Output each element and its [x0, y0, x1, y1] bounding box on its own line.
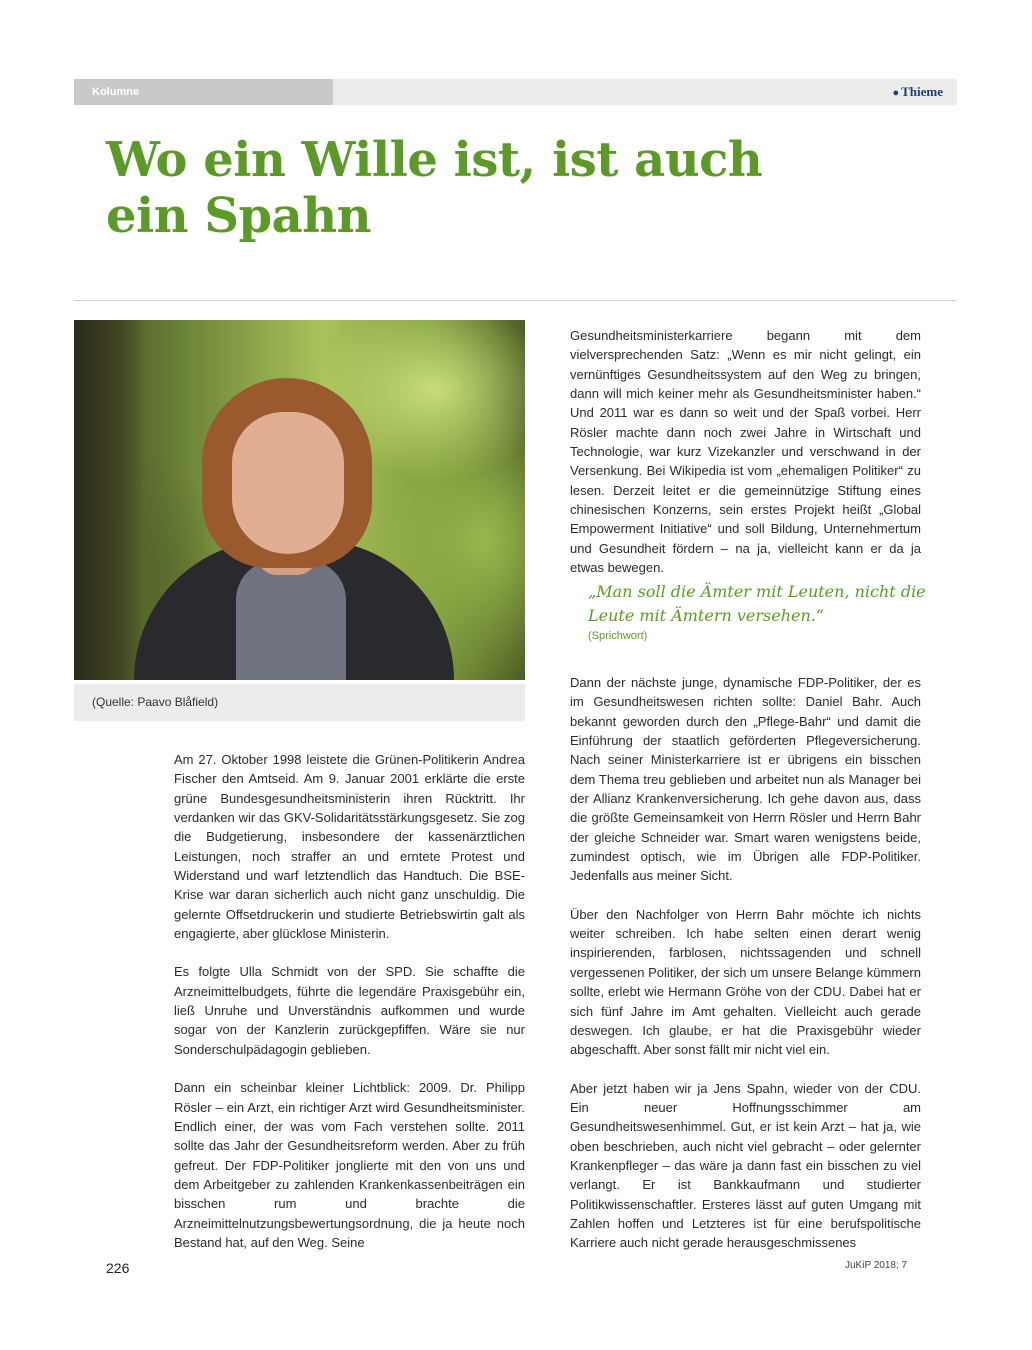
article-title	[106, 132, 786, 244]
page-number: 226	[106, 1260, 130, 1276]
pull-quote	[588, 580, 928, 642]
journal-reference: JuKiP 2018; 7	[845, 1260, 908, 1271]
title-line-1: Wo ein Wille ist, ist auch	[106, 132, 763, 188]
paragraph: Am 27. Oktober 1998 leistete die Grünen-Politikerin Andrea Fischer den Amtseid. Am 9. Januar 2001 erklärte die erste grüne Bundesgesundheitsministerin ihren Rücktritt. Ihr verdanken wir das GKV-Solidaritätsstärkungsgesetz. Sie zog die Budgetierung, insbesondere der kassenärztlichen Leistungen, noch straffer an und erntete Protest und Widerstand und warf letztendlich das Handtuch. Die BSE-Krise war daran sicherlich auch nicht ganz unschuldig. Die gelernte Offsetdruckerin und studierte Betriebswirtin galt als engagierte, aber glücklose Ministerin.	[174, 752, 525, 942]
title-line-2: ein Spahn	[106, 188, 372, 244]
section-label: Kolumne	[74, 79, 333, 105]
title-divider	[74, 300, 957, 301]
author-photo	[74, 320, 525, 680]
paragraph: Dann ein scheinbar kleiner Lichtblick: 2009. Dr. Philipp Rösler – ein Arzt, ein richtiger Arzt wird Gesundheitsminister. Endlich einer, der was vom Fach verstehen sollte. 2011 sollte das Jahr der Gesundheitsreform werden. Aber zu früh gefreut. Der FDP-Politiker jonglierte mit den von uns und dem Arbeitgeber zu zahlenden Krankenkassenbeiträgen ein bisschen rum und brachte die Arzneimittelnutzungsbewertungsordnung, die ja heute noch Bestand hat, auf den Weg. Seine	[174, 1080, 525, 1250]
pull-quote-source: (Sprichwort)	[588, 630, 648, 642]
header-bar	[74, 79, 957, 105]
paragraph: Über den Nachfolger von Herrn Bahr möchte ich nichts weiter schreiben. Ich habe selten einen derart wenig inspirierenden, farblosen, nichtssagenden und schnell vergessenen Politiker, der sich um unsere Belange kümmern sollte, erlebt wie Hermann Gröhe von der CDU. Dabei hat er sich fünf Jahre im Amt gehalten. Vielleicht auch gerade deswegen. Ich glaube, er hat die Praxisgebühr wieder abgeschafft. Aber sonst fällt mir nicht viel ein.	[570, 906, 921, 1058]
pull-quote-text: „Man soll die Ämter mit Leuten, nicht die Leute mit Ämtern versehen.“	[588, 582, 926, 625]
column-left	[174, 750, 525, 1271]
publisher-name: Thieme	[901, 84, 943, 99]
paragraph: Dann der nächste junge, dynamische FDP-Politiker, der es im Gesundheitswesen richten sollte: Daniel Bahr. Auch bekannt geworden durch den „Pflege-Bahr“ und damit die Einführung der staatlich geförderten Pflegeversicherung. Nach seiner Ministerkarriere ist er übrigens ein bisschen dem Thema treu geblieben und arbeitet nun als Manager bei der Allianz Krankenversicherung. Ich gehe davon aus, dass die größte Gemeinsamkeit von Herrn Rösler und Herrn Bahr der gleiche Schneider war. Smart waren wenigstens beide, zumindest optisch, wie im Übrigen alle FDP-Politiker. Jedenfalls aus meiner Sicht.	[570, 675, 921, 884]
publisher-logo	[892, 79, 943, 105]
thieme-logo-icon: ●	[892, 87, 900, 99]
photo-tree-shadow	[74, 320, 144, 680]
photo-face	[232, 412, 344, 554]
column-right-top	[570, 326, 921, 596]
paragraph: Es folgte Ulla Schmidt von der SPD. Sie schaffte die Arzneimittelbudgets, führte die legendäre Praxisgebühr ein, ließ Unruhe und Unverständnis aufkommen und wurde sogar von der Kanzlerin zurückgepfiffen. Wäre sie nur Sonderschulpädagogin geblieben.	[174, 964, 525, 1057]
photo-shirt	[236, 560, 346, 680]
photo-caption: (Quelle: Paavo Blåfield)	[74, 684, 525, 721]
paragraph: Aber jetzt haben wir ja Jens Spahn, wieder von der CDU. Ein neuer Hoffnungsschimmer am Gesundheitswesenhimmel. Gut, er ist kein Arzt – hat ja, wie oben beschrieben, auch nicht viel gebracht – oder gelernter Krankenpfleger – das wäre ja dann fast ein bisschen zu viel verlangt. Er ist Bankkaufmann und studierter Politikwissenschaftler. Ersteres lässt auf guten Umgang mit Zahlen hoffen und Letzteres ist für eine berufspolitische Karriere auch nicht gerade herausgeschmissenes	[570, 1080, 921, 1251]
column-right-bottom	[570, 673, 921, 1272]
paragraph: Gesundheitsministerkarriere begann mit dem vielversprechenden Satz: „Wenn es mir nicht gelingt, ein vernünftiges Gesundheitssystem auf den Weg zu bringen, dann will mich keiner mehr als Gesundheitsminister haben.“ Und 2011 war es dann so weit und der Spaß vorbei. Herr Rösler machte dann noch zwei Jahre in Wirtschaft und Technologie, war kurz Vizekanzler und verschwand in der Versenkung. Bei Wikipedia ist vom „ehemaligen Politiker“ zu lesen. Derzeit leitet er die gemeinnützige Stiftung eines chinesischen Konzerns, sein erstes Projekt heißt „Global Empowerment Initiative“ und soll Bildung, Unternehmertum und Gesundheit fördern – na ja, vielleicht kann er da ja etwas bewegen.	[570, 328, 921, 576]
